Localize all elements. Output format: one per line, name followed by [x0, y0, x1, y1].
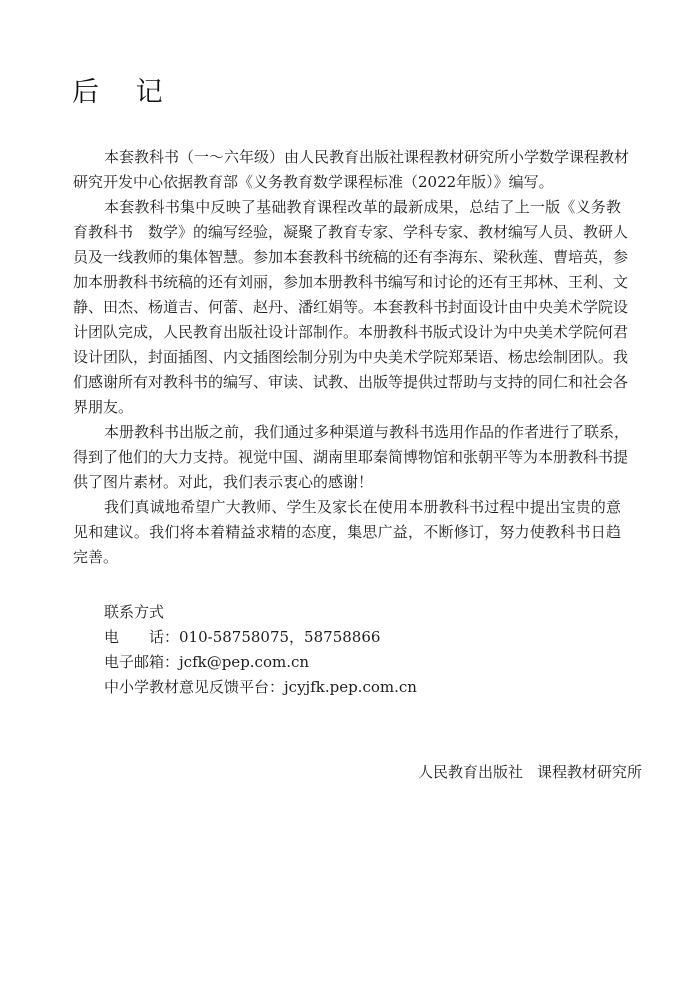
- phone-label: 电 话：: [104, 628, 180, 646]
- paragraph-1-line-2: 研究开发中心依据教育部《义务教育数学课程标准（2022年版）》编写。: [73, 173, 554, 191]
- paragraph-4-line-1: 我们真诚地希望广大教师、学生及家长在使用本册教科书过程中提出宝贵的意: [104, 498, 621, 516]
- paragraph-4-line-2: 见和建议。我们将本着精益求精的态度，集思广益，不断修订，努力使教科书日趋: [73, 523, 621, 541]
- institute-name: 课程教材研究所: [537, 763, 643, 781]
- paragraph-2-line-6: 计团队完成，人民教育出版社设计部制作。本册教科书版式设计为中央美术学院何君: [73, 323, 629, 341]
- phone-value: 010-58758075，58758866: [179, 628, 381, 646]
- feedback-value[interactable]: jcyjfk.pep.com.cn: [284, 678, 417, 696]
- feedback-label: 中小学教材意见反馈平台：: [104, 678, 285, 696]
- publisher-name: 人民教育出版社: [418, 763, 524, 781]
- contact-email: [104, 650, 417, 675]
- email-value[interactable]: jcfk@pep.com.cn: [179, 653, 310, 671]
- paragraph-2-line-5: 静、田杰、杨道吉、何蕾、赵丹、潘红娟等。本套教科书封面设计由中央美术学院设: [73, 298, 629, 316]
- paragraph-2-line-7: 设计团队，封面插图、内文插图绘制分别为中央美术学院郑琹语、杨忠绘制团队。我: [73, 348, 629, 366]
- signature: [418, 762, 642, 782]
- afterword-body: [73, 145, 630, 570]
- contact-info: [104, 600, 417, 700]
- paragraph-2-line-3: 员及一线教师的集体智慧。参加本套教科书统稿的还有李海东、梁秋莲、曹培英，参: [73, 248, 629, 266]
- paragraph-1-line-1: 本套教科书（一～六年级）由人民教育出版社课程教材研究所小学数学课程教材: [104, 148, 630, 166]
- paragraph-3-line-3: 供了图片素材。对此，我们表示衷心的感谢！: [73, 473, 374, 491]
- contact-feedback: [104, 675, 417, 700]
- paragraph-2-line-1: 本套教科书集中反映了基础教育课程改革的最新成果，总结了上一版《义务教: [104, 198, 621, 216]
- paragraph-2-line-2: 育教科书 数学》的编写经验，凝聚了教育专家、学科专家、教材编写人员、教研人: [73, 223, 629, 241]
- contact-heading: 联系方式: [104, 603, 165, 621]
- page-title: 后 记: [72, 77, 177, 108]
- email-label: 电子邮箱：: [104, 653, 180, 671]
- paragraph-4-line-3: 完善。: [73, 548, 119, 566]
- paragraph-2-line-4: 加本册教科书统稿的还有刘丽，参加本册教科书编写和讨论的还有王邦林、王利、文: [73, 273, 629, 291]
- paragraph-3-line-1: 本册教科书出版之前，我们通过多种渠道与教科书选用作品的作者进行了联系，: [104, 423, 630, 441]
- paragraph-2-line-8: 们感谢所有对教科书的编写、审读、试教、出版等提供过帮助与支持的同仁和社会各: [73, 373, 629, 391]
- contact-phone: [104, 625, 417, 650]
- paragraph-2-line-9: 界朋友。: [73, 398, 134, 416]
- paragraph-3-line-2: 得到了他们的大力支持。视觉中国、湖南里耶秦简博物馆和张朝平等为本册教科书提: [73, 448, 629, 466]
